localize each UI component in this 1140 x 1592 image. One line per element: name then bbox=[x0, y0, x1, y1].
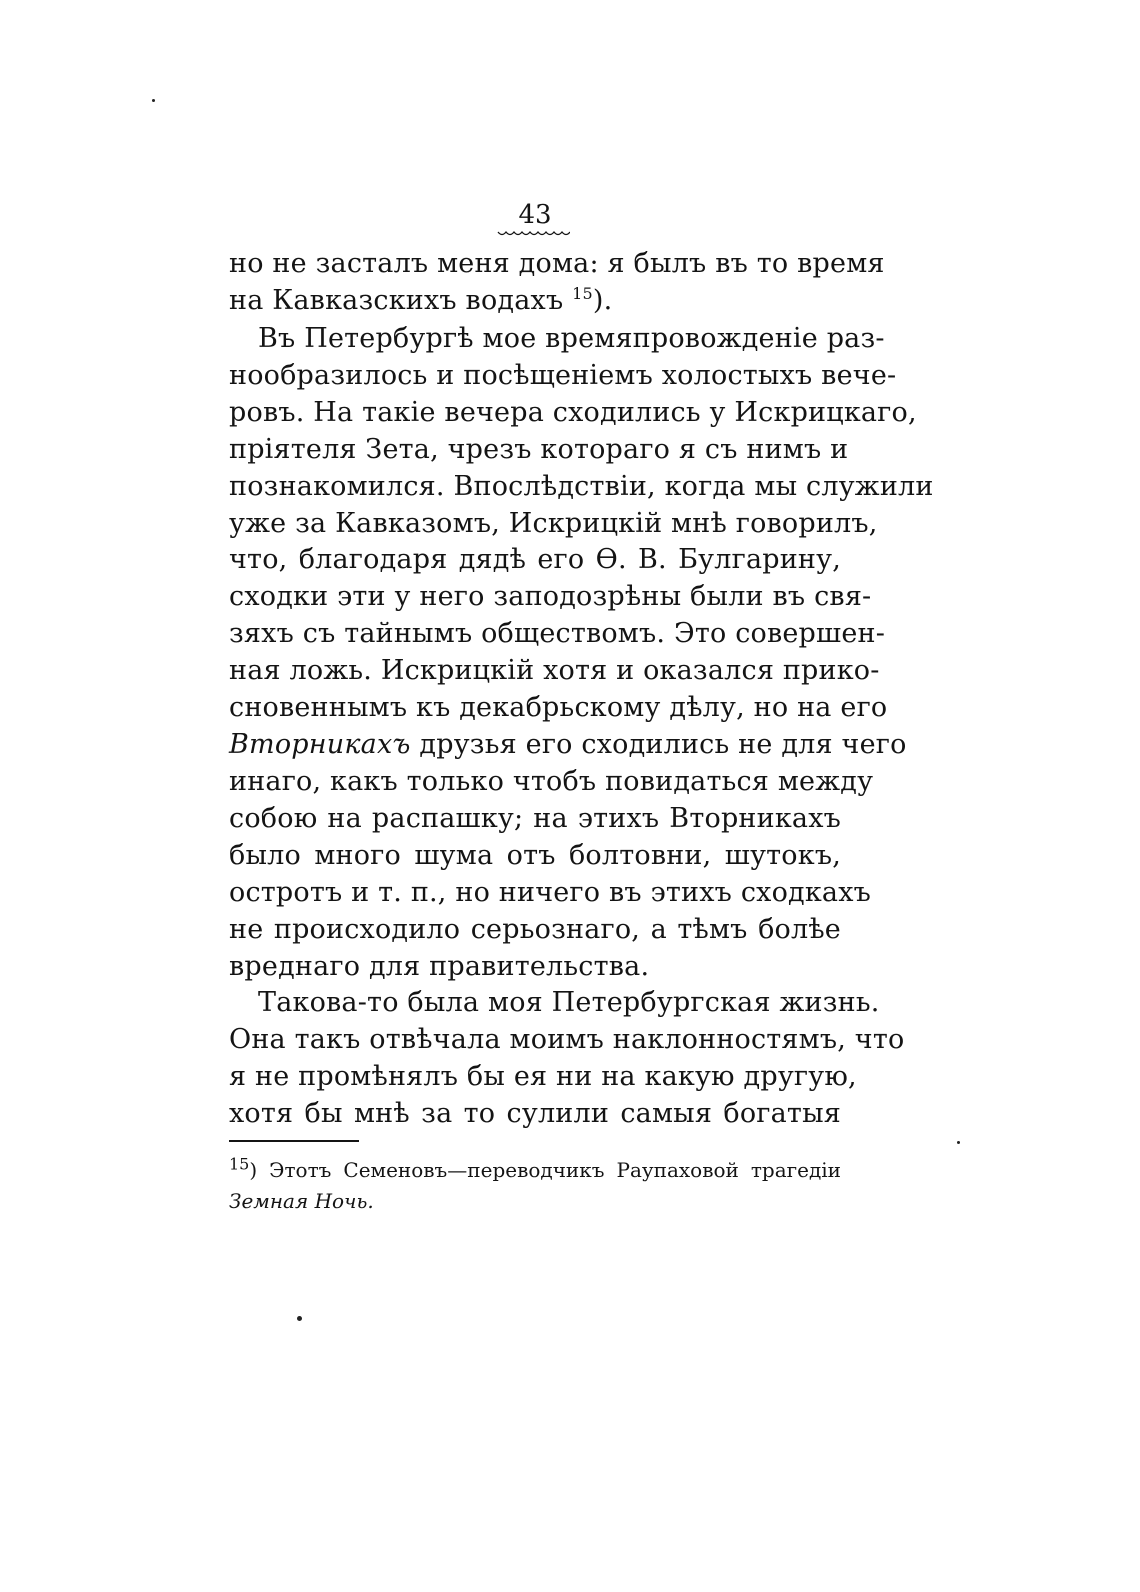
text-line: собою на распашку; на этихъ Вторникахъ bbox=[229, 803, 841, 834]
text-line: было много шума отъ болтовни, шутокъ, bbox=[229, 840, 841, 871]
text-line: не происходило серьознаго, а тѣмъ болѣе bbox=[229, 914, 841, 945]
text-line: что, благодаря дядѣ его Ѳ. В. Булгарину, bbox=[229, 544, 841, 575]
emphasized-word: Вторникахъ bbox=[229, 729, 411, 760]
text-line: остротъ и т. п., но ничего въ этихъ сходкахъ bbox=[229, 877, 872, 908]
text-line: зяхъ съ тайнымъ обществомъ. Это совершен- bbox=[229, 618, 886, 649]
text-line: нообразилось и посѣщеніемъ холостыхъ вече- bbox=[229, 360, 897, 391]
text-line bbox=[229, 283, 841, 320]
text-line: ровъ. На такіе вечера сходились у Искрицкаго, bbox=[229, 397, 917, 428]
text-line: вреднаго для правительства. bbox=[229, 951, 650, 982]
text-line: ная ложь. Искрицкій хотя и оказался прико- bbox=[229, 655, 880, 686]
text-line: сновеннымъ къ декабрьскому дѣлу, но на его bbox=[229, 692, 888, 723]
text-line: познакомился. Впослѣдствіи, когда мы служили bbox=[229, 471, 934, 502]
text-line: хотя бы мнѣ за то сулили самыя богатыя bbox=[229, 1098, 841, 1129]
text-line: Такова-то была моя Петербургская жизнь. bbox=[258, 987, 880, 1018]
page-number-ornament bbox=[496, 228, 570, 238]
footnote-line bbox=[229, 1155, 841, 1185]
text-line: я не промѣнялъ бы ея ни на какую другую, bbox=[229, 1061, 857, 1092]
text-line: сходки эти у него заподозрѣны были въ свя- bbox=[229, 581, 872, 612]
text-line: инаго, какъ только чтобъ повидаться между bbox=[229, 766, 874, 797]
footnote-reference: 15 bbox=[572, 284, 593, 303]
text-line: Она такъ отвѣчала моимъ наклонностямъ, что bbox=[229, 1024, 905, 1055]
footnote-text: ) Этотъ Семеновъ—переводчикъ Раупаховой трагедіи bbox=[249, 1158, 841, 1182]
paper-speck bbox=[297, 1316, 302, 1321]
footnote-line: Земная Ночь. bbox=[229, 1189, 374, 1213]
text-line bbox=[229, 727, 907, 764]
page-number: 43 bbox=[518, 200, 552, 230]
paper-speck bbox=[957, 1141, 960, 1144]
text-fragment: друзья его сходились не для чего bbox=[419, 729, 907, 760]
text-line: Въ Петербургѣ мое времяпровожденіе раз- bbox=[258, 323, 885, 354]
text-line: уже за Кавказомъ, Искрицкій мнѣ говорилъ, bbox=[229, 508, 878, 539]
text-fragment: на Кавказскихъ водахъ bbox=[229, 285, 564, 316]
footnote-marker: 15 bbox=[229, 1154, 250, 1174]
text-line: пріятеля Зета, чрезъ котораго я съ нимъ и bbox=[229, 434, 849, 465]
footnote-divider bbox=[229, 1140, 359, 1142]
text-fragment: ). bbox=[592, 285, 613, 316]
paper-speck bbox=[152, 99, 155, 102]
text-line: но не засталъ меня дома: я былъ въ то время bbox=[229, 248, 885, 279]
